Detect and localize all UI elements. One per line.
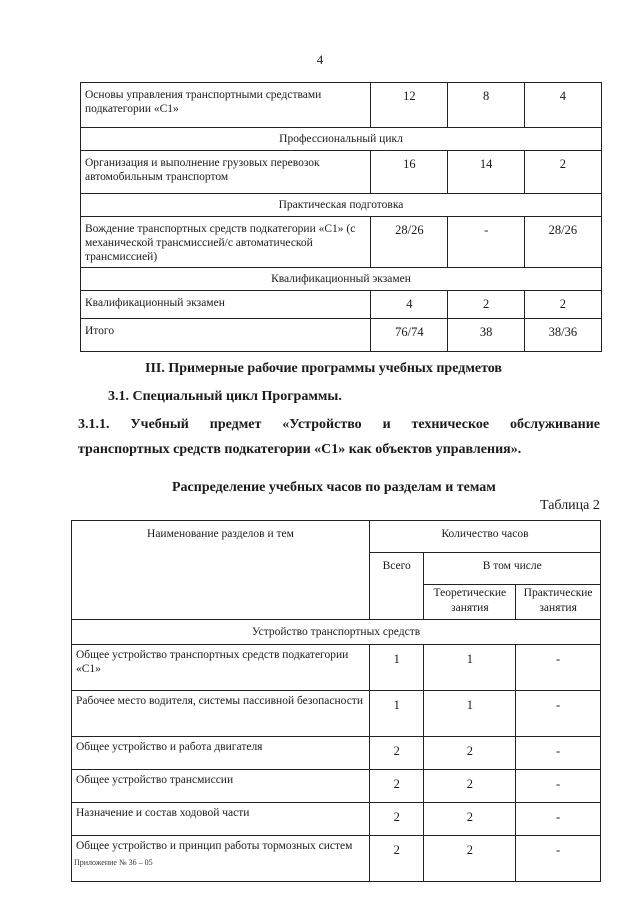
row-name: Итого <box>81 319 371 352</box>
topic-name: Назначение и состав ходовой части <box>72 803 370 836</box>
page-footer: Приложение № 36 – 05 <box>74 858 153 867</box>
table-row <box>72 803 601 836</box>
topic-name: Общее устройство транспортных средств подкатегории «С1» <box>72 645 370 691</box>
topic-practice: - <box>516 737 601 770</box>
table-row <box>81 83 602 128</box>
subsection-heading: 3.1. Специальный цикл Программы. <box>108 389 342 404</box>
row-value: 28/26 <box>524 217 601 268</box>
distribution-heading: Распределение учебных часов по разделам и темам <box>172 480 496 495</box>
table-label: Таблица 2 <box>540 498 600 513</box>
row-value: 12 <box>371 83 448 128</box>
table-row <box>72 770 601 803</box>
topic-theory: 2 <box>424 836 516 882</box>
table-row <box>81 291 602 319</box>
row-name: Основы управления транспортными средствами подкатегории «С1» <box>81 83 371 128</box>
topic-theory: 1 <box>424 645 516 691</box>
row-name: Квалификационный экзамен <box>81 291 371 319</box>
header-row <box>72 521 601 553</box>
topic-total: 2 <box>369 836 424 882</box>
topic-theory: 2 <box>424 737 516 770</box>
header-including: В том числе <box>424 553 601 585</box>
row-value: 4 <box>524 83 601 128</box>
row-value: 2 <box>524 291 601 319</box>
table-row <box>72 737 601 770</box>
section-row <box>81 268 602 291</box>
topic-total: 1 <box>369 691 424 737</box>
row-value: 14 <box>448 151 524 194</box>
header-total: Всего <box>369 553 424 620</box>
header-practice-text: Практические занятия <box>523 587 593 614</box>
row-value: 38/36 <box>524 319 601 352</box>
row-value: 2 <box>524 151 601 194</box>
topic-practice: - <box>516 803 601 836</box>
topic-name: Рабочее место водителя, системы пассивной безопасности <box>72 691 370 737</box>
table-row <box>72 691 601 737</box>
topics-hours-table <box>71 520 601 882</box>
topic-practice: - <box>516 770 601 803</box>
row-value: 2 <box>448 291 524 319</box>
subject-title <box>78 412 600 462</box>
section-title: Устройство транспортных средств <box>72 620 601 645</box>
header-practice <box>516 585 601 620</box>
topic-name: Общее устройство трансмиссии <box>72 770 370 803</box>
section-heading: III. Примерные рабочие программы учебных предметов <box>145 361 502 376</box>
topic-practice: - <box>516 836 601 882</box>
topic-practice: - <box>516 645 601 691</box>
section-title: Практическая подготовка <box>81 194 602 217</box>
subject-title-line: транспортных средств подкатегории «С1» как объектов управления». <box>78 442 522 457</box>
topic-total: 2 <box>369 737 424 770</box>
table-row <box>81 217 602 268</box>
row-value: 8 <box>448 83 524 128</box>
topic-theory: 2 <box>424 770 516 803</box>
topic-total: 2 <box>369 803 424 836</box>
row-value: 28/26 <box>371 217 448 268</box>
row-value: 38 <box>448 319 524 352</box>
section-row <box>81 128 602 151</box>
row-value: 76/74 <box>371 319 448 352</box>
header-theory-text: Теоретические занятия <box>433 587 507 614</box>
topic-total: 2 <box>369 770 424 803</box>
topic-practice: - <box>516 691 601 737</box>
header-topic-name: Наименование разделов и тем <box>72 521 370 620</box>
row-value: - <box>448 217 524 268</box>
subject-title-line: 3.1.1. Учебный предмет «Устройство и техническое обслуживание <box>78 417 600 432</box>
topic-theory: 1 <box>424 691 516 737</box>
header-hours: Количество часов <box>369 521 600 553</box>
table-row <box>72 645 601 691</box>
page-number: 4 <box>316 52 324 67</box>
section-title: Профессиональный цикл <box>81 128 602 151</box>
topic-total: 1 <box>369 645 424 691</box>
row-name: Организация и выполнение грузовых перевозок автомобильным транспортом <box>81 151 371 194</box>
hours-summary-table <box>80 82 602 352</box>
row-value: 16 <box>371 151 448 194</box>
header-theory <box>424 585 516 620</box>
section-title: Квалификационный экзамен <box>81 268 602 291</box>
row-name: Вождение транспортных средств подкатегории «С1» (с механической трансмиссией/с автоматической трансмиссией) <box>81 217 371 268</box>
row-value: 4 <box>371 291 448 319</box>
table-row <box>81 151 602 194</box>
total-row <box>81 319 602 352</box>
topic-theory: 2 <box>424 803 516 836</box>
topic-name: Общее устройство и принцип работы тормозных систем <box>72 836 370 882</box>
section-row <box>72 620 601 645</box>
section-row <box>81 194 602 217</box>
topic-name: Общее устройство и работа двигателя <box>72 737 370 770</box>
